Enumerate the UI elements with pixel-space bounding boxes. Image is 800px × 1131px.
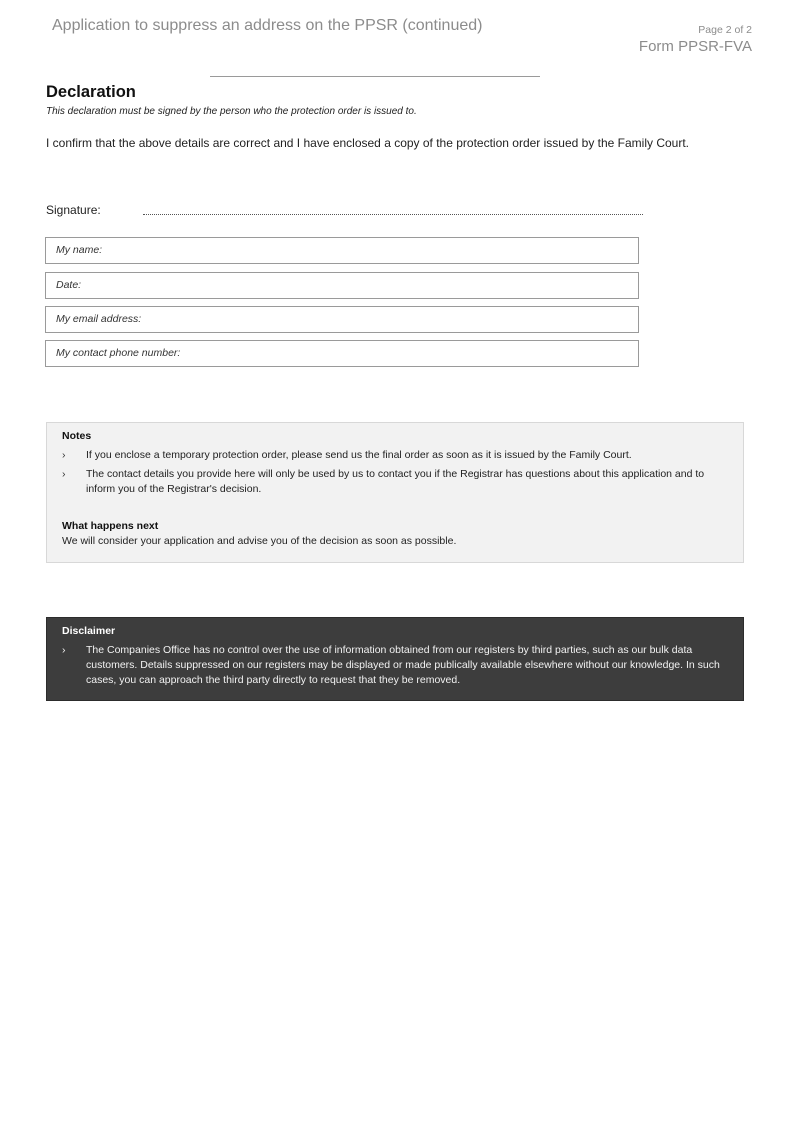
what-happens-next-text: We will consider your application and advise you of the decision as soon as possible. <box>62 535 457 547</box>
disclaimer-heading: Disclaimer <box>62 625 116 637</box>
notes-item <box>62 467 732 497</box>
form-code: Form PPSR-FVA <box>638 38 752 55</box>
what-happens-next-heading: What happens next <box>62 520 159 532</box>
signature-line[interactable] <box>143 214 643 215</box>
chevron-right-icon: › <box>62 468 66 480</box>
declaration-heading: Declaration <box>46 83 136 101</box>
chevron-right-icon: › <box>62 449 66 461</box>
name-field[interactable] <box>45 237 639 264</box>
phone-field[interactable] <box>45 340 639 367</box>
notes-heading: Notes <box>62 430 92 442</box>
header-title: Application to suppress an address on the PPSR (continued) <box>52 17 483 34</box>
declaration-confirmation: I confirm that the above details are correct and I have enclosed a copy of the protection order issued by the Family Court. <box>46 136 690 150</box>
notes-item <box>62 448 732 463</box>
phone-field-label: My contact phone number: <box>56 347 181 359</box>
signature-label: Signature: <box>46 203 101 217</box>
notes-panel <box>46 422 744 563</box>
email-field[interactable] <box>45 306 639 333</box>
notes-item-text: The contact details you provide here will only be used by us to contact you if the Registrar has questions about this application and to inform you of the Registrar's decision. <box>86 468 705 495</box>
date-field-label: Date: <box>56 279 82 291</box>
disclaimer-item-text: The Companies Office has no control over the use of information obtained from our registers by third parties, such as our bulk data customers. Details suppressed on our registers may be displayed or made publically available elsewhere without our knowledge. In such cases, you can approach the third party directly to request that they be removed. <box>86 644 720 686</box>
disclaimer-panel <box>46 617 744 701</box>
chevron-right-icon: › <box>62 644 66 656</box>
page-number: Page 2 of 2 <box>698 24 752 36</box>
email-field-label: My email address: <box>56 313 142 325</box>
header-divider <box>210 76 540 77</box>
notes-item-text: If you enclose a temporary protection order, please send us the final order as soon as it is issued by the Family Court. <box>86 449 632 461</box>
disclaimer-item <box>62 643 732 688</box>
date-field[interactable] <box>45 272 639 299</box>
declaration-subheading: This declaration must be signed by the person who the protection order is issued to. <box>46 106 417 117</box>
name-field-label: My name: <box>56 244 103 256</box>
